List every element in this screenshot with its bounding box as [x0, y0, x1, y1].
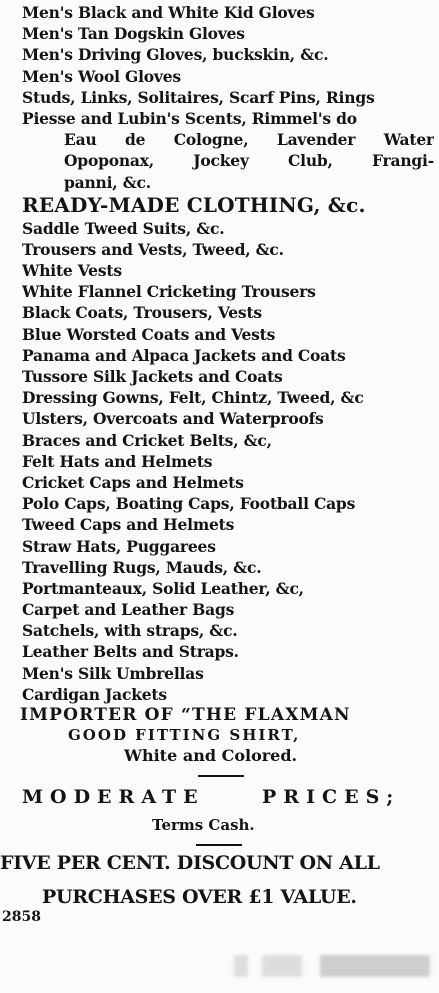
list-item: Straw Hats, Puggarees: [22, 536, 216, 556]
list-item: Men's Wool Gloves: [22, 66, 181, 86]
scents-continuation-2: [22, 150, 434, 171]
list-item: Travelling Rugs, Mauds, &c.: [22, 557, 262, 577]
list-item: White Flannel Cricketing Trousers: [22, 282, 316, 302]
list-item: Studs, Links, Solitaires, Scarf Pins, Rings: [22, 87, 375, 107]
list-item: Piesse and Lubin's Scents, Rimmel's do: [22, 108, 357, 128]
list-item: White Vests: [22, 261, 122, 281]
word: de: [124, 130, 146, 150]
list-item: Ulsters, Overcoats and Waterproofs: [22, 409, 324, 429]
scents-continuation-1: [22, 129, 434, 150]
discount-line: PURCHASES OVER £1 VALUE.: [42, 886, 357, 908]
word: Frangi-: [371, 151, 434, 171]
word: Water: [383, 130, 434, 150]
scents-continuation-3: panni, &c.: [64, 172, 151, 192]
list-item: Tweed Caps and Helmets: [22, 515, 235, 535]
list-item: Portmanteaux, Solid Leather, &c,: [22, 578, 304, 598]
print-smudge: [320, 955, 430, 977]
list-item: Black Coats, Trousers, Vests: [22, 303, 262, 323]
discount-line: FIVE PER CENT. DISCOUNT ON ALL: [0, 852, 380, 874]
list-item: Cricket Caps and Helmets: [22, 472, 244, 492]
list-item: Carpet and Leather Bags: [22, 600, 235, 620]
item-list: [22, 2, 434, 705]
moderate-word: MODERATE: [22, 786, 205, 808]
list-item: Saddle Tweed Suits, &c.: [22, 218, 225, 238]
word: Cologne,: [173, 130, 249, 150]
list-item: Braces and Cricket Belts, &c,: [22, 430, 272, 450]
list-item: Cardigan Jackets: [22, 684, 167, 704]
shirt-colors-line: White and Colored.: [124, 746, 298, 765]
prices-word: PRICES;: [262, 786, 401, 808]
list-item: Panama and Alpaca Jackets and Coats: [22, 345, 346, 365]
word: Jockey: [193, 151, 249, 171]
importer-line: IMPORTER OF “THE FLAXMAN: [20, 705, 351, 725]
section-heading: READY-MADE CLOTHING, &c.: [22, 192, 366, 217]
word: Eau: [64, 130, 97, 150]
list-item: Blue Worsted Coats and Vests: [22, 324, 276, 344]
terms-line: Terms Cash.: [152, 816, 255, 834]
list-item: Men's Silk Umbrellas: [22, 663, 204, 683]
print-smudge: [262, 955, 302, 977]
divider-rule: [196, 844, 242, 846]
word: Opoponax,: [64, 151, 155, 171]
word: Club,: [288, 151, 333, 171]
shirt-line: GOOD FITTING SHIRT,: [68, 726, 301, 744]
divider-rule: [198, 775, 244, 777]
reference-number: 2858: [2, 909, 41, 925]
list-item: Trousers and Vests, Tweed, &c.: [22, 239, 284, 259]
list-item: Leather Belts and Straps.: [22, 642, 239, 662]
list-item: Men's Black and White Kid Gloves: [22, 3, 315, 22]
list-item: Polo Caps, Boating Caps, Football Caps: [22, 494, 356, 514]
list-item: Dressing Gowns, Felt, Chintz, Tweed, &c: [22, 388, 364, 408]
list-item: Tussore Silk Jackets and Coats: [22, 367, 283, 386]
print-smudge: [234, 955, 248, 977]
word: Lavender: [276, 130, 356, 150]
list-item: Men's Tan Dogskin Gloves: [22, 24, 245, 44]
list-item: Men's Driving Gloves, buckskin, &c.: [22, 45, 329, 65]
list-item: Felt Hats and Helmets: [22, 451, 213, 471]
list-item: Satchels, with straps, &c.: [22, 621, 238, 641]
